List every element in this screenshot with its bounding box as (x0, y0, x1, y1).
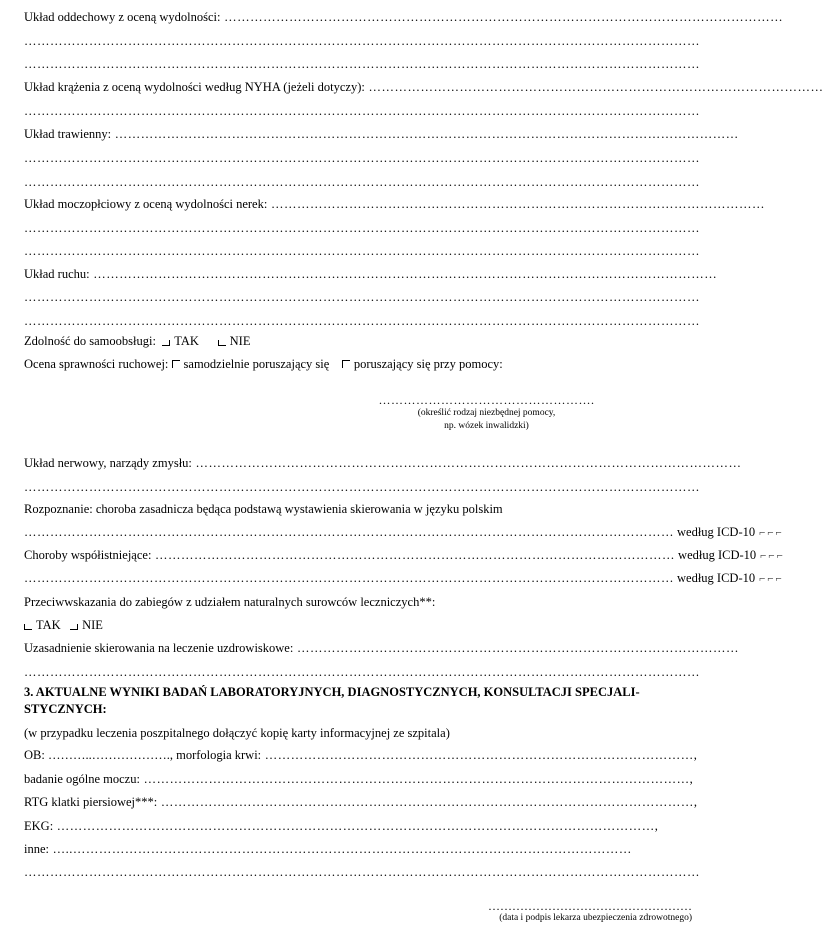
fill-dots: ………………………………………………………………………………………………………………………………………… (24, 104, 700, 118)
mobility-label: Ocena sprawności ruchowej: (24, 357, 169, 371)
respiratory-line[interactable] (24, 10, 784, 25)
assistance-note-1: (określić rodzaj niezbędnej pomocy, (417, 408, 556, 418)
fill-dots: …………………………………………………………………………………………………………………………………… (24, 571, 674, 585)
fill-dots: ………………………………………………………………………………………………………………………………………… (24, 480, 700, 494)
fill-dots: ………………………………………………………………………………………………………………………………………… (24, 34, 700, 48)
fill-line[interactable] (24, 175, 700, 190)
fill-line[interactable] (24, 290, 700, 305)
hospital-note: (w przypadku leczenia poszpitalnego dołączyć kopię karty informacyjnej ze szpitala) (24, 726, 450, 740)
circulatory-line[interactable] (24, 80, 823, 95)
fill-dots: …………………………………………………………………………………………………… (267, 197, 765, 211)
fill-dots: …………………………………………………………………………………………… (364, 80, 823, 94)
urogenital-line[interactable] (24, 197, 765, 212)
fill-dots: ………..………………. (44, 748, 170, 762)
fill-line[interactable] (24, 34, 700, 49)
respiratory-label: Układ oddechowy z oceną wydolności: (24, 10, 221, 24)
section-3-heading-1: 3. AKTUALNE WYNIKI BADAŃ LABORATORYJNYCH, DIAGNOSTYCZNYCH, KONSULTACJI SPECJALI- (24, 685, 640, 699)
fill-dots: …………………………………………… (488, 899, 692, 913)
fill-line[interactable] (24, 221, 700, 236)
independent-checkbox[interactable] (172, 360, 180, 369)
fill-dots: ………………………………………………………………………………………………………………………………………… (24, 151, 700, 165)
fill-dots: ………………………………………………………………………………………………………………………………………… (24, 57, 700, 71)
morphology-label: , morfologia krwi: (169, 748, 262, 762)
other-line[interactable] (24, 842, 692, 857)
form-page (24, 0, 823, 929)
tak-label: TAK (36, 618, 61, 632)
diagnosis-line[interactable] (24, 525, 784, 540)
urogenital-label: Układ moczopłciowy z oceną wydolności nerek: (24, 197, 268, 211)
fill-dots: ………………………………………………………………………………………………………………………………………… (24, 665, 700, 679)
fill-dots: ………………………………………………………………………………………… (293, 641, 739, 655)
fill-line[interactable] (24, 57, 700, 72)
fill-line[interactable] (24, 314, 700, 329)
contraindications-label: Przeciwwskazania do zabiegów z udziałem naturalnych surowców leczniczych**: (24, 595, 436, 609)
circulatory-label: Układ krążenia z oceną wydolności według NYHA (jeżeli dotyczy): (24, 80, 365, 94)
nervous-line[interactable] (24, 456, 742, 471)
fill-line[interactable] (24, 480, 700, 495)
ob-line[interactable] (24, 748, 698, 763)
tak-label: TAK (174, 334, 199, 348)
musculoskeletal-label: Układ ruchu: (24, 267, 90, 281)
fill-dots: ………………………………………………………………………………………………………………………………………… (24, 244, 700, 258)
icd-label: według ICD-10 (677, 571, 756, 585)
tak-checkbox[interactable] (24, 621, 32, 630)
self-care-line (24, 334, 692, 349)
urine-line[interactable] (24, 772, 692, 787)
comorbidities-label: Choroby współistniejące: (24, 548, 152, 562)
signature-field[interactable] (454, 899, 692, 914)
fill-dots: ………………………………………………………………………………………………………………………………………… (24, 290, 700, 304)
icd-label: według ICD-10 (678, 548, 757, 562)
diagnosis-label: Rozpoznanie: choroba zasadnicza będąca podstawą wystawienia skierowania w języku polskim (24, 502, 503, 516)
urine-label: badanie ogólne moczu: (24, 772, 140, 786)
fill-dots: ………………………………………………………………………………………, (261, 748, 698, 762)
fill-dots: ………………………………………………………………………………………………………………………………………… (24, 865, 700, 879)
assistance-note-2: np. wózek inwalidzki) (444, 421, 529, 431)
comorbidities-line-2[interactable] (24, 571, 784, 586)
fill-dots: ……………………………………………………………………………………………………………………………… (89, 267, 718, 281)
comorbidities-line[interactable] (24, 548, 785, 563)
other-label: inne: (24, 842, 49, 856)
assisted-label: poruszający się przy pomocy: (353, 357, 503, 371)
ekg-label: EKG: (24, 819, 54, 833)
icd-code-boxes[interactable]: ⌐⌐⌐ (760, 550, 785, 562)
signature-caption: (data i podpis lekarza ubezpieczenia zdrowotnego) (499, 913, 692, 923)
fill-dots: …………………………………………………………………………………………………………………………, (53, 819, 659, 833)
fill-line[interactable] (24, 865, 700, 880)
justification-line[interactable] (24, 641, 739, 656)
xray-label: RTG klatki piersiowej***: (24, 795, 158, 809)
nie-label: NIE (229, 334, 251, 348)
contraindications-options (24, 618, 692, 633)
fill-dots: ………………………………………………………………………………………………………………, (139, 772, 694, 786)
fill-dots: ……………………………………………………………………………………………………………, (157, 795, 698, 809)
icd-code-boxes[interactable]: ⌐⌐⌐ (759, 527, 784, 539)
nie-checkbox[interactable] (218, 337, 226, 346)
fill-dots: ………………………………………………………………………………………………………………………………………… (24, 221, 700, 235)
tak-checkbox[interactable] (162, 337, 170, 346)
fill-line[interactable] (24, 665, 700, 680)
fill-dots: ………………………………………………………………………………………………………………… (220, 10, 784, 24)
fill-line[interactable] (24, 244, 700, 259)
fill-dots: ……………………………………………………………………………………………………………… (191, 456, 742, 470)
musculoskeletal-line[interactable] (24, 267, 718, 282)
assisted-checkbox[interactable] (342, 360, 350, 369)
independent-label: samodzielnie poruszający się (183, 357, 330, 371)
mobility-line (24, 357, 692, 372)
fill-dots: ………………………………………………………………………………………………………… (151, 548, 676, 562)
justification-label: Uzasadnienie skierowania na leczenie uzdrowiskowe: (24, 641, 294, 655)
digestive-line[interactable] (24, 127, 739, 142)
xray-line[interactable] (24, 795, 698, 810)
icd-code-boxes[interactable]: ⌐⌐⌐ (759, 573, 784, 585)
ob-label: OB: (24, 748, 45, 762)
icd-label: według ICD-10 (677, 525, 756, 539)
section-3-heading-2: STYCZNYCH: (24, 702, 107, 716)
fill-dots: ………………………………………………………………………………………………………………………………………… (24, 314, 700, 328)
fill-line[interactable] (24, 151, 700, 166)
self-care-label: Zdolność do samoobsługi: (24, 334, 156, 348)
digestive-label: Układ trawienny: (24, 127, 112, 141)
fill-dots: ………………………………………………………………………………………………………………………………………… (24, 175, 700, 189)
ekg-line[interactable] (24, 819, 692, 834)
nervous-label: Układ nerwowy, narządy zmysłu: (24, 456, 192, 470)
fill-dots: ……………………………………………. (378, 393, 595, 407)
assistance-field[interactable] (364, 394, 609, 433)
nie-checkbox[interactable] (70, 621, 78, 630)
fill-dots: ……………………………………………………………………………………………………………………………… (111, 127, 739, 141)
fill-line[interactable] (24, 104, 700, 119)
fill-dots: …..………………………………………………………………………………………………………………… (49, 842, 632, 856)
fill-dots: …………………………………………………………………………………………………………………………………… (24, 525, 674, 539)
nie-label: NIE (82, 618, 103, 632)
